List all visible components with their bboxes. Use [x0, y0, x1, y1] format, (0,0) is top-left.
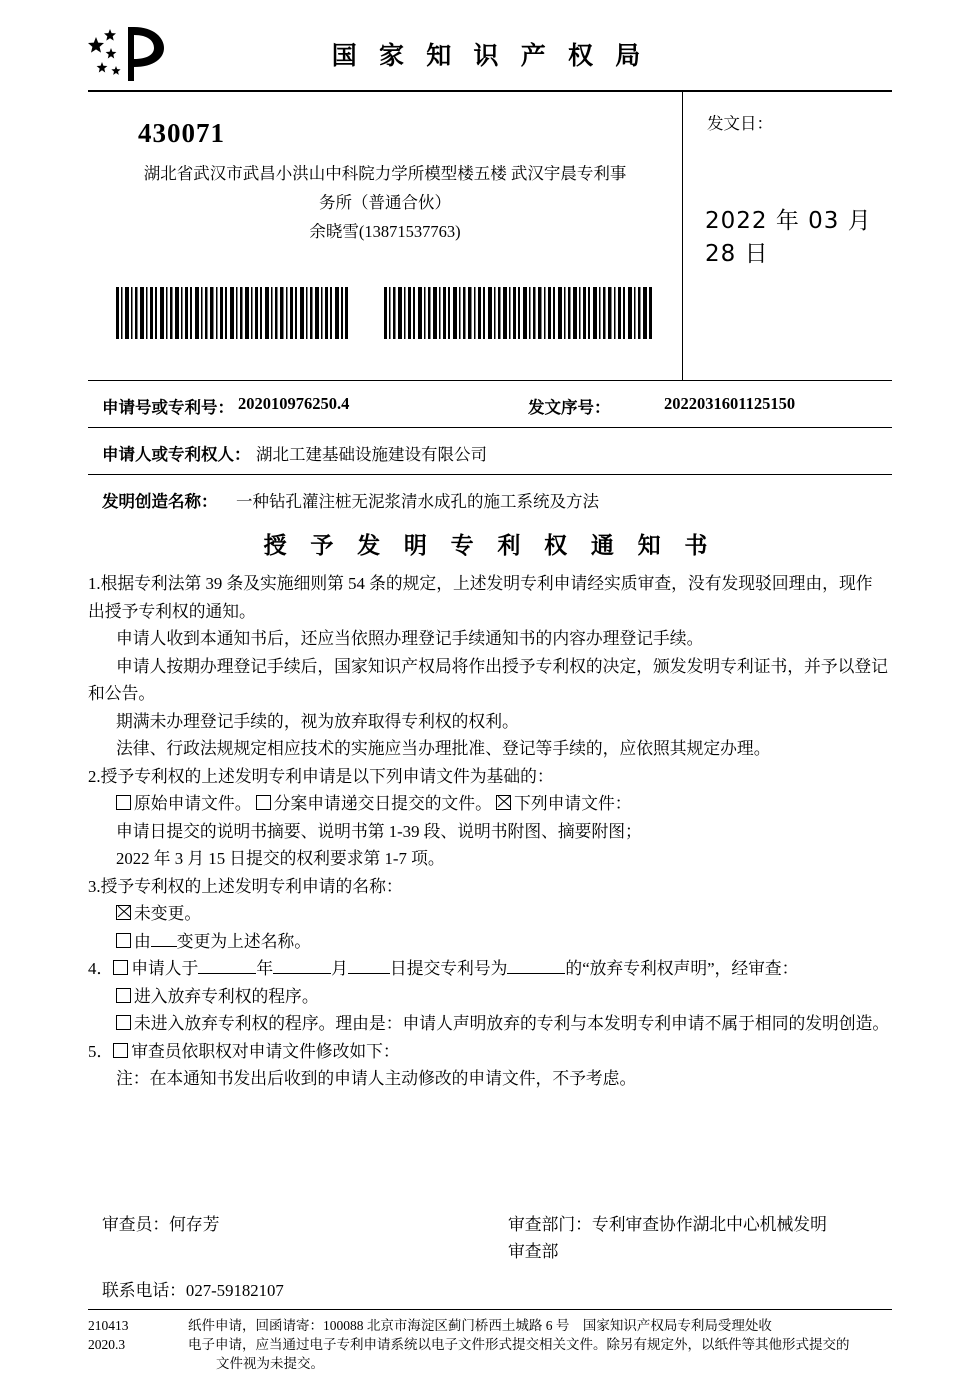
examiner-field — [102, 1211, 220, 1238]
body-paragraph-6: 2.授予专利权的上述发明专利申请是以下列申请文件为基础的： — [88, 766, 554, 786]
body-paragraph-4: 期满未办理登记手续的，视为放弃取得专利权的权利。 — [116, 711, 519, 731]
department-label: 审查部门： — [508, 1214, 592, 1234]
application-number-label: 申请号或专利号： — [102, 398, 234, 417]
body-paragraph-1a: 1.根据专利法第 39 条及实施细则第 54 条的规定，上述发明专利申请经实质审查，没有发现驳回理由，现作 — [88, 574, 873, 593]
footer-codes — [88, 1316, 178, 1354]
department-value-line2: 审查部 — [508, 1241, 559, 1261]
address-block — [88, 92, 892, 381]
barcode-right-icon — [384, 287, 654, 339]
body-paragraph-3a: 申请人按期办理登记手续后，国家知识产权局将作出授予专利权的决定，颁发发明专利证书，并予以登记 — [116, 656, 888, 676]
examiner-label: 审查员： — [102, 1214, 170, 1234]
checkbox-waiver-declaration[interactable] — [113, 960, 128, 975]
address-left-panel — [88, 92, 683, 380]
page-title: 授 予 发 明 专 利 权 通 知 书 — [263, 533, 717, 558]
applicant-label: 申请人或专利权人： — [102, 445, 251, 464]
recipient-address — [88, 159, 682, 246]
checkbox-name-changed[interactable] — [116, 933, 131, 948]
document-footer — [88, 1310, 892, 1373]
waiver-enter-label: 进入放弃专利权的程序。 — [134, 986, 319, 1006]
office-title: 国 家 知 识 产 权 局 — [331, 43, 649, 70]
name-unchanged-label: 未变更。 — [134, 904, 202, 923]
option-divisional-docs-label: 分案申请递交日提交的文件。 — [273, 794, 492, 813]
application-number-row — [88, 381, 892, 428]
contact-phone-value: 027-59182107 — [185, 1280, 284, 1300]
address-line-3: 余晓雪(13871537763) — [309, 222, 461, 241]
basis-documents-line-2: 2022 年 3 月 15 日提交的权利要求第 1-7 项。 — [116, 849, 445, 868]
waiver-patent-no-input[interactable] — [507, 973, 565, 974]
option-following-docs-label: 下列申请文件： — [514, 794, 632, 813]
waiver-option-enter — [88, 983, 892, 1011]
waiver-declaration-line — [88, 955, 892, 983]
body-paragraph-1b: 出授予专利权的通知。 — [88, 601, 256, 621]
application-number-value: 202010976250.4 — [238, 394, 350, 413]
waiver-not-enter-label: 未进入放弃专利权的程序。理由是：申请人声明放弃的专利与本发明专利申请不属于相同的发明创造。 — [134, 1014, 890, 1033]
waiver-mid-label: 日提交专利号为 — [389, 959, 508, 978]
body-paragraph-2: 申请人收到本通知书后，还应当依照办理登记手续通知书的内容办理登记手续。 — [116, 629, 704, 648]
option-original-docs-label: 原始申请文件。 — [134, 794, 252, 813]
name-changed-option — [88, 928, 892, 956]
checkbox-name-unchanged[interactable] — [116, 905, 131, 920]
name-unchanged-option — [88, 900, 892, 928]
address-line-1: 湖北省武汉市武昌小洪山中科院力学所模型楼五楼 武汉宇晨专利事 — [143, 164, 627, 183]
invention-row — [88, 475, 892, 521]
basis-documents-line-1: 申请日提交的说明书摘要、说明书第 1-39 段、说明书附图、摘要附图； — [116, 821, 642, 841]
document-sheet — [88, 18, 892, 1373]
examiner-value: 何存芳 — [169, 1214, 220, 1234]
checkbox-examiner-amendment[interactable] — [113, 1043, 128, 1058]
barcode-group — [88, 287, 682, 339]
waiver-day-input[interactable] — [348, 973, 390, 974]
checkbox-divisional-docs[interactable] — [256, 795, 271, 810]
waiver-month-input[interactable] — [273, 973, 331, 974]
department-value: 专利审查协作湖北中心机械发明 — [591, 1214, 827, 1234]
footer-text — [188, 1316, 892, 1373]
contact-phone-field — [102, 1277, 284, 1304]
footer-line-3: 文件视为未提交。 — [216, 1355, 324, 1371]
footer-form-code: 210413 — [88, 1317, 129, 1333]
applicant-row — [88, 428, 892, 475]
applicant-value: 湖北工建基础设施建设有限公司 — [256, 445, 487, 464]
invention-value: 一种钻孔灌注桩无泥浆清水成孔的施工系统及方法 — [236, 492, 599, 511]
invention-label: 发明创造名称： — [102, 492, 218, 511]
checkbox-following-docs[interactable] — [496, 795, 511, 810]
serial-number-value: 2022031601125150 — [664, 394, 796, 413]
document-body — [88, 570, 892, 1093]
body-paragraph-3b: 和公告。 — [88, 684, 156, 703]
name-changed-pre-label: 由 — [134, 931, 151, 951]
document-header — [88, 18, 892, 92]
barcode-left-icon — [116, 287, 348, 339]
checkbox-not-enter-waiver-procedure[interactable] — [116, 1015, 131, 1030]
body-paragraph-7: 3.授予专利权的上述发明专利申请的名称： — [88, 876, 403, 896]
address-line-2: 务所（普通合伙） — [319, 193, 451, 212]
waiver-option-not-enter — [88, 1010, 892, 1038]
footer-line-2: 电子申请，应当通过电子专利申请系统以电子文件形式提交相关文件。除另有规定外，以纸件等其他形式提交的 — [188, 1336, 850, 1352]
waiver-year-input[interactable] — [198, 973, 256, 974]
name-changed-input[interactable] — [151, 946, 177, 947]
name-changed-post-label: 变更为上述名称。 — [176, 931, 312, 951]
item-5-number: 5． — [88, 1041, 114, 1061]
document-note: 注：在本通知书发出后收到的申请人主动修改的申请文件，不予考虑。 — [116, 1069, 637, 1088]
footer-line-1: 纸件申请，回函请寄：100088 北京市海淀区蓟门桥西土城路 6 号 国家知识产权局专利局受理处收 — [188, 1317, 772, 1333]
checkbox-enter-waiver-procedure[interactable] — [116, 988, 131, 1003]
signature-block — [88, 1211, 892, 1303]
checkbox-original-docs[interactable] — [116, 795, 131, 810]
issue-date-panel — [683, 92, 892, 380]
issue-date-label: 发文日： — [707, 114, 773, 133]
postal-code: 430071 — [138, 118, 225, 148]
footer-version-code: 2020.3 — [88, 1336, 126, 1352]
serial-number-label: 发文序号： — [528, 398, 611, 417]
examiner-amendment-line — [88, 1038, 892, 1066]
body-paragraph-5: 法律、行政法规规定相应技术的实施应当办理批准、登记等手续的，应依照其规定办理。 — [116, 739, 771, 758]
waiver-post-label: 的“放弃专利权声明”，经审查： — [565, 959, 799, 978]
waiver-year-unit: 年 — [256, 959, 274, 978]
contact-phone-label: 联系电话： — [102, 1280, 186, 1300]
waiver-month-unit: 月 — [331, 959, 348, 978]
basis-documents-options — [88, 790, 892, 818]
examiner-amendment-label: 审查员依职权对申请文件修改如下： — [131, 1041, 400, 1061]
issue-date-value: 2022 年 03 月 28 日 — [705, 208, 872, 267]
item-4-number: 4． — [88, 959, 114, 978]
waiver-pre-label: 申请人于 — [131, 959, 199, 978]
department-field — [508, 1211, 827, 1238]
